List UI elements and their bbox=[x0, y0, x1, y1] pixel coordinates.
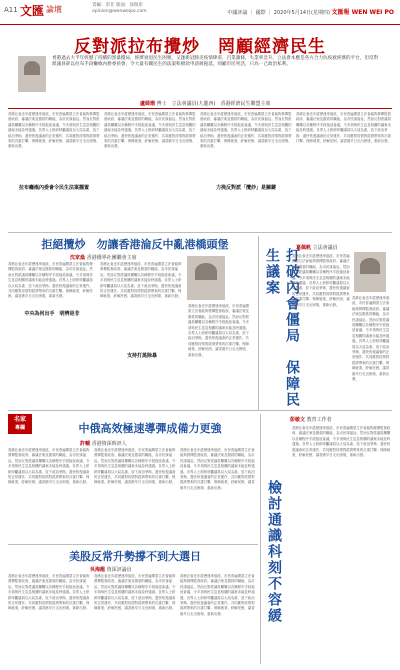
article4-author-title: 香港資深時評人 bbox=[91, 441, 127, 447]
article6-author-title: 資深評論員 bbox=[106, 567, 132, 573]
article2-column-1: 香港社會近年經歷連串風波，市民普遍期望立法會能夠發揮監督政府、審議法案及撥款的職能，為市民謀福祉。然而反對派議員屢屢以各種程序手段拖延會議，令多項與民生息息相關的議案未能及時通過。各界人士紛紛呼籲議員以大局為重，放下政治爭拗，盡快恢復議會的正常運作，共同應對疫情對經濟帶來的沉重打擊，保障就業，紓解民困，讓香港早日走出困境，重新出發。 bbox=[8, 262, 93, 299]
page-number: A11 bbox=[4, 6, 18, 14]
lead-subhead-1: 拉布癱瘓內委會令民生法案擱置 bbox=[18, 185, 89, 191]
article2-author-photo bbox=[187, 256, 225, 300]
article6-headline: 美股反常升勢撐不到大選日 bbox=[69, 550, 201, 563]
lead-column-1: 香港社會近年經歷連串風波，市民普遍期望立法會能夠發揮監督政府、審議法案及撥款的職能，為市民謀福祉。然而反對派議員屢屢以各種程序手段拖延會議，令多項與民生息息相關的議案未能及時通過。各界人士紛紛呼籲議員以大局為重，放下政治爭拗，盡快恢復議會的正常運作，共同應對疫情對經濟帶來的沉重打擊，保障就業，紓解民困，讓香港早日走出困境，重新出發。 bbox=[8, 112, 100, 149]
article2-byline bbox=[70, 254, 137, 261]
article3-column-2: 香港社會近年經歷連串風波，市民普遍期望立法會能夠發揮監督政府、審議法案及撥款的職能，為市民謀福祉。然而反對派議員屢屢以各種程序手段拖延會議，令多項與民生息息相關的議案未能及時通過。各界人士紛紛呼籲議員以大局為重，放下政治爭拗，盡快恢復議會的正常運作，共同應對疫情對經濟帶來的沉重打擊，保障就業，紓解民困，讓香港早日走出困境，重新出發。 bbox=[352, 296, 390, 382]
header-dateline bbox=[227, 7, 394, 16]
article3-headline: 打破內會僵局 保障民生議案 bbox=[264, 248, 300, 408]
badge-label: 名家 bbox=[13, 416, 26, 423]
article5-byline bbox=[290, 416, 332, 423]
columnist-badge bbox=[8, 414, 32, 434]
article4-column-2: 香港社會近年經歷連串風波，市民普遍期望立法會能夠發揮監督政府、審議法案及撥款的職能，為市民謀福祉。然而反對派議員屢屢以各種程序手段拖延會議，令多項與民生息息相關的議案未能及時通過。各界人士紛紛呼籲議員以大局為重，放下政治爭拗，盡快恢復議會的正常運作，共同應對疫情對經濟帶來的沉重打擊，保障就業，紓解民困，讓香港早日走出困境，重新出發。 bbox=[94, 448, 176, 485]
article6-column-2: 香港社會近年經歷連串風波，市民普遍期望立法會能夠發揮監督政府、審議法案及撥款的職能，為市民謀福祉。然而反對派議員屢屢以各種程序手段拖延會議，令多項與民生息息相關的議案未能及時通過。各界人士紛紛呼籲議員以大局為重，放下政治爭拗，盡快恢復議會的正常運作，共同應對疫情對經濟帶來的沉重打擊，保障就業，紓解民困，讓香港早日走出困境，重新出發。 bbox=[94, 574, 176, 611]
article6-column-3: 香港社會近年經歷連串風波，市民普遍期望立法會能夠發揮監督政府、審議法案及撥款的職能，為市民謀福祉。然而反對派議員屢屢以各種程序手段拖延會議，令多項與民生息息相關的議案未能及時通過。各界人士紛紛呼籲議員以大局為重，放下政治爭拗，盡快恢復議會的正常運作，共同應對疫情對經濟帶來的沉重打擊，保障就業，紓解民困，讓香港早日走出困境，重新出發。 bbox=[180, 574, 255, 616]
brand-name: 文匯報 WEN WEI PO bbox=[331, 9, 394, 16]
article2-author-name: 沈家燊 bbox=[70, 255, 86, 261]
article2-column-3: 香港社會近年經歷連串風波，市民普遍期望立法會能夠發揮監督政府、審議法案及撥款的職能，為市民謀福祉。然而反對派議員屢屢以各種程序手段拖延會議，令多項與民生息息相關的議案未能及時通過。各界人士紛紛呼籲議員以大局為重，放下政治爭拗，盡快恢復議會的正常運作，共同應對疫情對經濟帶來的沉重打擊，保障就業，紓解民困，讓香港早日走出困境，重新出發。 bbox=[188, 304, 250, 357]
editor-contact: 責編：余非 版面：徐瑞彤 opinion@wenweipo.com bbox=[92, 3, 147, 14]
section-logo-sub: 論壇 bbox=[46, 5, 62, 14]
lead-author-title: 博士 立法會議員(九龍西) 香港經濟民生聯盟主席 bbox=[156, 101, 271, 107]
article3-byline bbox=[296, 244, 338, 251]
lead-column-3: 香港社會近年經歷連串風波，市民普遍期望立法會能夠發揮監督政府、審議法案及撥款的職能，為市民謀福祉。然而反對派議員屢屢以各種程序手段拖延會議，令多項與民生息息相關的議案未能及時通過。各界人士紛紛呼籲議員以大局為重，放下政治爭拗，盡快恢復議會的正常運作，共同應對疫情對經濟帶來的沉重打擊，保障就業，紓解民困，讓香港早日走出困境，重新出發。 bbox=[200, 112, 292, 149]
article3-author-title: 立法會議員 bbox=[312, 245, 338, 251]
lead-column-2: 香港社會近年經歷連串風波，市民普遍期望立法會能夠發揮監督政府、審議法案及撥款的職能，為市民謀福祉。然而反對派議員屢屢以各種程序手段拖延會議，令多項與民生息息相關的議案未能及時通過。各界人士紛紛呼籲議員以大局為重，放下政治爭拗，盡快恢復議會的正常運作，共同應對疫情對經濟帶來的沉重打擊，保障就業，紓解民困，讓香港早日走出困境，重新出發。 bbox=[104, 112, 196, 149]
article6-column-1: 香港社會近年經歷連串風波，市民普遍期望立法會能夠發揮監督政府、審議法案及撥款的職能，為市民謀福祉。然而反對派議員屢屢以各種程序手段拖延會議，令多項與民生息息相關的議案未能及時通過。各界人士紛紛呼籲議員以大局為重，放下政治爭拗，盡快恢復議會的正常運作，共同應對疫情對經濟帶來的沉重打擊，保障就業，紓解民困，讓香港早日走出困境，重新出發。 bbox=[8, 574, 90, 611]
lead-summary bbox=[52, 56, 382, 92]
article3-column-1: 香港社會近年經歷連串風波，市民普遍期望立法會能夠發揮監督政府、審議法案及撥款的職能，為市民謀福祉。然而反對派議員屢屢以各種程序手段拖延會議，令多項與民生息息相關的議案未能及時通過。各界人士紛紛呼籲議員以大局為重，放下政治爭拗，盡快恢復議會的正常運作，共同應對疫情對經濟帶來的沉重打擊，保障就業，紓解民困，讓香港早日走出困境，重新出發。 bbox=[292, 254, 350, 307]
article2-subhead-2: 支持打黑除暴 bbox=[126, 353, 157, 359]
column-divider-2 bbox=[260, 414, 261, 664]
lead-author-name: 盧綺珊 bbox=[140, 101, 156, 107]
lead-divider bbox=[8, 108, 392, 109]
lead-summary-text: 香港過去大半年經歷了持續的黑暴攪局，經濟衰退民生困頓，又逢新冠肺炎疫情肆虐，百業蕭條，失業率急升。立法會本應是各方合力抗疫救經濟的平台，但反對派議員卻以拉布手段癱瘓內務委員會，令大量有關民生的法案和撥款申請被拖延，罔顧市民死活，只為一己政治私利。 bbox=[52, 56, 379, 68]
lead-byline bbox=[140, 100, 271, 107]
article4-author-name: 許輔 bbox=[80, 441, 91, 447]
article4-column-3: 香港社會近年經歷連串風波，市民普遍期望立法會能夠發揮監督政府、審議法案及撥款的職能，為市民謀福祉。然而反對派議員屢屢以各種程序手段拖延會議，令多項與民生息息相關的議案未能及時通過。各界人士紛紛呼籲議員以大局為重，放下政治爭拗，盡快恢復議會的正常運作，共同應對疫情對經濟帶來的沉重打擊，保障就業，紓解民困，讓香港早日走出困境，重新出發。 bbox=[180, 448, 255, 490]
dateline-text: 中國評論 ｜ 國際 ｜ 2020年5月14日(星期四) bbox=[227, 10, 330, 16]
column-divider-1 bbox=[258, 236, 259, 410]
article2-headline: 拒絕攬炒 勿讓香港淪反中亂港橋頭堡 bbox=[41, 238, 229, 251]
badge-sublabel: 專欄 bbox=[14, 425, 25, 431]
section-divider-2 bbox=[8, 410, 392, 411]
article5-author-name: 彭敏文 bbox=[290, 417, 306, 423]
author-photo bbox=[18, 56, 46, 92]
article5-column-1: 香港社會近年經歷連串風波，市民普遍期望立法會能夠發揮監督政府、審議法案及撥款的職能，為市民謀福祉。然而反對派議員屢屢以各種程序手段拖延會議，令多項與民生息息相關的議案未能及時通過。各界人士紛紛呼籲議員以大局為重，放下政治爭拗，盡快恢復議會的正常運作，共同應對疫情對經濟帶來的沉重打擊，保障就業，紓解民困，讓香港早日走出困境，重新出發。 bbox=[292, 426, 391, 458]
article4-byline bbox=[80, 440, 127, 447]
article2-author-title: 香港僑界社團聯會主席 bbox=[86, 255, 137, 261]
section-divider-1 bbox=[8, 232, 392, 233]
article4-column-1: 香港社會近年經歷連串風波，市民普遍期望立法會能夠發揮監督政府、審議法案及撥款的職能，為市民謀福祉。然而反對派議員屢屢以各種程序手段拖延會議，令多項與民生息息相關的議案未能及時通過。各界人士紛紛呼籲議員以大局為重，放下政治爭拗，盡快恢復議會的正常運作，共同應對疫情對經濟帶來的沉重打擊，保障就業，紓解民困，讓香港早日走出困境，重新出發。 bbox=[8, 448, 90, 485]
article2-column-2: 香港社會近年經歷連串風波，市民普遍期望立法會能夠發揮監督政府、審議法案及撥款的職能，為市民謀福祉。然而反對派議員屢屢以各種程序手段拖延會議，令多項與民生息息相關的議案未能及時通過。各界人士紛紛呼籲議員以大局為重，放下政治爭拗，盡快恢復議會的正常運作，共同應對疫情對經濟帶來的沉重打擊，保障就業，紓解民困，讓香港早日走出困境，重新出發。 bbox=[100, 262, 182, 299]
article5-author-title: 教育工作者 bbox=[306, 417, 332, 423]
article3-author-photo bbox=[354, 252, 386, 292]
article6-byline bbox=[90, 566, 132, 573]
article4-headline: 中俄高效極速導彈成備力更強 bbox=[78, 422, 222, 435]
section-divider-3 bbox=[8, 544, 258, 545]
article6-author-name: 吳海龍 bbox=[90, 567, 106, 573]
article2-subhead-1: 中央為何出手 明辨是非 bbox=[24, 311, 80, 317]
lead-column-4: 香港社會近年經歷連串風波，市民普遍期望立法會能夠發揮監督政府、審議法案及撥款的職能，為市民謀福祉。然而反對派議員屢屢以各種程序手段拖延會議，令多項與民生息息相關的議案未能及時通過。各界人士紛紛呼籲議員以大局為重，放下政治爭拗，盡快恢復議會的正常運作，共同應對疫情對經濟帶來的沉重打擊，保障就業，紓解民困，讓香港早日走出困境，重新出發。 bbox=[296, 112, 391, 144]
article3-author-name: 葛佩帆 bbox=[296, 245, 312, 251]
section-logo: 文匯 bbox=[20, 4, 45, 18]
lead-headline: 反對派拉布攪炒 罔顧經濟民生 bbox=[74, 37, 326, 57]
lead-subhead-2: 力挽反對派「攬炒」是關鍵 bbox=[215, 185, 276, 191]
article5-headline: 檢討通識科刻不容緩 bbox=[266, 480, 282, 624]
